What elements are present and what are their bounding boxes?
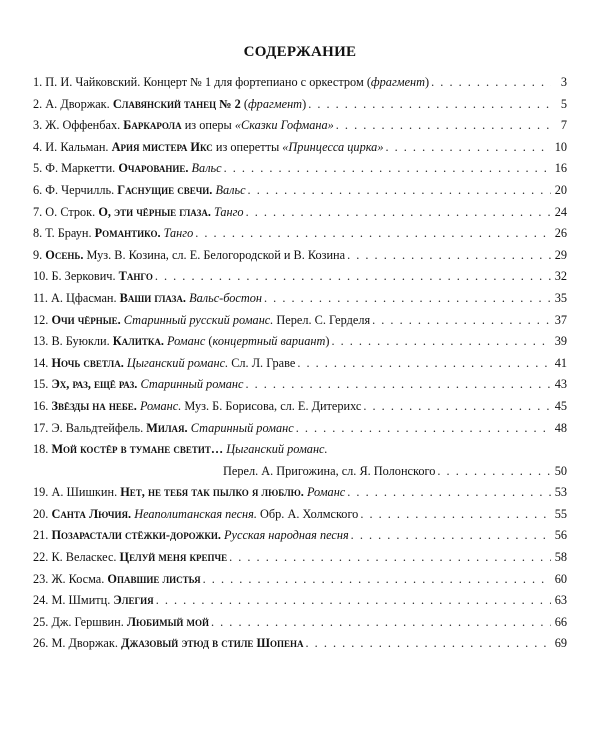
dot-leader (360, 507, 551, 522)
toc-entry (33, 205, 567, 227)
toc-entry-text: Романс (167, 334, 206, 349)
toc-entry (33, 485, 567, 507)
toc-entry-text: ) (325, 334, 330, 349)
toc-entry-text: Танго (118, 269, 153, 284)
toc-entry-text: 6. Ф. Черчилль. (33, 182, 118, 197)
toc-entry-title (33, 593, 154, 608)
toc-entry-text: Санта Лючия. (51, 506, 132, 521)
toc-entry-text: 17. Э. Вальдтейфель. (33, 420, 147, 435)
page-number: 69 (554, 636, 567, 651)
page-number: 55 (554, 506, 567, 521)
toc-entry-text: ) (302, 96, 307, 111)
toc-entry-text: 23. Ж. Косма. (33, 571, 108, 586)
toc-entry-text: Калитка. (112, 334, 164, 349)
table-of-contents (33, 75, 567, 658)
toc-entry-title (33, 615, 209, 630)
toc-entry-text: Обр. А. Холмского (256, 506, 359, 521)
toc-entry-title (33, 377, 243, 392)
toc-entry-text: 13. В. Буюкли. (33, 334, 113, 349)
toc-entry-text: Любимый мой (126, 614, 209, 629)
toc-entry-title (33, 269, 153, 284)
dot-leader (155, 269, 551, 284)
toc-entry-text: 5. Ф. Маркетти. (33, 161, 119, 176)
toc-entry-title (33, 528, 349, 543)
toc-entry-text: Элегия (113, 593, 154, 608)
toc-entry (33, 377, 567, 399)
page-number: 58 (554, 550, 567, 565)
toc-entry-text: Вальс-бостон (189, 290, 263, 305)
toc-entry-title (33, 636, 304, 651)
toc-entry-text: ( (205, 334, 213, 349)
toc-entry-text: 21. (33, 528, 52, 543)
toc-entry-text: Цыганский романс. (126, 355, 229, 370)
toc-entry-text: Старинный романс (140, 377, 244, 392)
dot-leader (203, 572, 551, 587)
toc-entry-text: 4. И. Кальман. (33, 139, 112, 154)
dot-leader (347, 485, 551, 500)
toc-entry-text: 9. (33, 247, 46, 262)
toc-entry-title (33, 550, 227, 565)
toc-entry-text: Славянский танец № 2 (112, 96, 241, 111)
toc-entry-title (33, 205, 244, 220)
page-number: 41 (554, 355, 567, 370)
toc-entry-text: Мой костёр в тумане светит… (51, 442, 224, 457)
toc-entry (33, 75, 567, 97)
toc-entry (33, 269, 567, 291)
page-number: 39 (554, 334, 567, 349)
toc-entry-text: «Сказки Гофмана» (234, 118, 334, 133)
toc-entry-text: Ночь светла. (51, 355, 124, 370)
toc-entry-title (33, 118, 334, 133)
toc-entry-text: Баркарола (123, 118, 182, 133)
toc-entry-text: Муз. В. Козина, сл. Е. Белогородской и В. Козина (83, 247, 346, 262)
toc-entry-title (33, 140, 383, 155)
dot-leader (372, 313, 551, 328)
page-number: 10 (554, 139, 567, 154)
toc-entry-text: О, эти чёрные глаза. (98, 204, 211, 219)
toc-entry-text: 16. (33, 398, 52, 413)
toc-entry-text: Танго (163, 226, 194, 241)
toc-entry-text: Нет, не тебя так пылко я люблю. (120, 485, 304, 500)
toc-entry-title (33, 75, 429, 90)
toc-entry-text: Цыганский романс. (226, 442, 328, 457)
toc-entry (33, 464, 567, 486)
toc-entry (33, 356, 567, 378)
toc-entry-title (33, 356, 295, 371)
toc-entry-text: из оперы (181, 118, 235, 133)
toc-entry-text: Эх, раз, ещё раз. (51, 377, 138, 392)
toc-entry-title (33, 291, 262, 306)
page-number: 7 (560, 118, 567, 133)
dot-leader (156, 593, 551, 608)
page-title: СОДЕРЖАНИЕ (243, 44, 357, 60)
dot-leader (351, 528, 551, 543)
page-number: 53 (554, 485, 567, 500)
toc-entry (33, 226, 567, 248)
dot-leader (211, 615, 551, 630)
dot-leader (437, 464, 551, 479)
toc-entry-title (33, 334, 329, 349)
toc-entry-text: Русская народная песня (224, 528, 349, 543)
dot-leader (195, 226, 551, 241)
toc-entry (33, 399, 567, 421)
page-number: 24 (554, 204, 567, 219)
toc-entry-title (33, 183, 246, 198)
page-number: 5 (560, 96, 567, 111)
toc-entry-text: Перел. С. Герделя (273, 312, 371, 327)
toc-entry-text: фрагмент (247, 96, 303, 111)
page-number: 16 (554, 161, 567, 176)
dot-leader (363, 399, 551, 414)
toc-entry-text: 25. Дж. Гершвин. (33, 614, 127, 629)
toc-entry-text: Романтико. (94, 226, 161, 241)
toc-entry-text: 26. М. Дворжак. (33, 636, 122, 651)
toc-entry-title (33, 97, 306, 112)
page-number: 32 (554, 269, 567, 284)
toc-entry (33, 593, 567, 615)
toc-entry-title (33, 399, 361, 414)
dot-leader (306, 636, 551, 651)
toc-entry-title (223, 464, 435, 479)
toc-entry-text: Гаснущие свечи. (117, 182, 213, 197)
toc-entry-text: Вальс (215, 182, 246, 197)
dot-leader (246, 205, 551, 220)
toc-entry-text: 8. Т. Браун. (33, 226, 95, 241)
toc-entry-text: Целуй меня крепче (119, 550, 228, 565)
toc-entry-text: фрагмент (370, 75, 426, 89)
toc-entry-text: Танго (213, 204, 244, 219)
toc-entry-text: ) (425, 75, 430, 89)
toc-entry-title (33, 313, 370, 328)
toc-entry-title (33, 507, 358, 522)
dot-leader (297, 356, 551, 371)
toc-entry-title (33, 421, 294, 436)
toc-entry-text: 18. (33, 442, 52, 457)
page-number: 50 (554, 463, 567, 478)
toc-entry (33, 636, 567, 658)
toc-entry-text: Сл. Л. Граве (228, 355, 296, 370)
page-number: 56 (554, 528, 567, 543)
toc-entry (33, 97, 567, 119)
dot-leader (264, 291, 551, 306)
toc-entry-text: Старинный романс (190, 420, 294, 435)
toc-entry-text: 22. К. Веласкес. (33, 550, 120, 565)
toc-entry-title (33, 226, 193, 241)
toc-entry (33, 291, 567, 313)
toc-entry-text: Звёзды на небе. (51, 398, 137, 413)
toc-entry-text: Старинный русский романс. (123, 312, 274, 327)
toc-entry-text: 12. (33, 312, 52, 327)
toc-entry-text: Осень. (45, 247, 84, 262)
toc-entry (33, 248, 567, 270)
toc-entry-text: Милая. (146, 420, 188, 435)
page-number: 26 (554, 226, 567, 241)
toc-entry (33, 550, 567, 572)
toc-entry-text: Очи чёрные. (51, 312, 121, 327)
toc-entry-text: Вальс (191, 161, 222, 176)
toc-entry-text: из оперетты (212, 139, 283, 154)
dot-leader (431, 75, 551, 90)
dot-leader (229, 550, 551, 565)
page-number: 3 (560, 75, 567, 89)
toc-entry-text: ( (240, 96, 248, 111)
toc-entry-text: 7. О. Строк. (33, 204, 99, 219)
dot-leader (245, 377, 551, 392)
toc-entry (33, 140, 567, 162)
toc-entry-title (33, 442, 553, 457)
dot-leader (336, 118, 551, 133)
page-number: 63 (554, 593, 567, 608)
toc-entry-text: 15. (33, 377, 52, 392)
toc-entry (33, 442, 567, 464)
toc-entry-text: концертный вариант (212, 334, 326, 349)
page-number: 43 (554, 377, 567, 392)
toc-entry-text: 24. М. Шмитц. (33, 593, 114, 608)
toc-entry (33, 507, 567, 529)
page-number: 20 (554, 182, 567, 197)
toc-entry-title (33, 161, 222, 176)
page-number: 45 (554, 398, 567, 413)
toc-entry-text: 14. (33, 355, 52, 370)
toc-entry-text: Перел. А. Пригожина, сл. Я. Полонского (223, 463, 436, 478)
toc-entry-text: Очарование. (118, 161, 189, 176)
toc-entry (33, 183, 567, 205)
dot-leader (224, 161, 551, 176)
toc-entry (33, 572, 567, 594)
page-number: 37 (554, 312, 567, 327)
toc-entry-text: 2. А. Дворжак. (33, 96, 113, 111)
toc-entry-text: Ваши глаза. (119, 290, 187, 305)
toc-entry-text: Муз. Б. Борисова, сл. Е. Дитерихс (181, 398, 362, 413)
toc-entry-text: Ария мистера Икс (111, 139, 213, 154)
dot-leader (347, 248, 551, 263)
dot-leader (248, 183, 551, 198)
page-number: 66 (554, 614, 567, 629)
toc-entry (33, 528, 567, 550)
toc-entry-text: Неаполитанская песня. (134, 506, 257, 521)
toc-entry-text: Романс. (139, 398, 182, 413)
toc-entry-text: Опавшие листья (107, 571, 201, 586)
dot-leader (331, 334, 551, 349)
toc-entry (33, 313, 567, 335)
toc-entry (33, 421, 567, 443)
page-number: 48 (554, 420, 567, 435)
toc-entry (33, 615, 567, 637)
toc-entry-title (33, 248, 345, 263)
dot-leader (296, 421, 551, 436)
page-number: 35 (554, 290, 567, 305)
toc-entry-text: «Принцесса цирка» (282, 139, 384, 154)
page-number: 60 (554, 571, 567, 586)
toc-entry-text: 11. А. Цфасман. (33, 290, 120, 305)
toc-entry-text: Джазовый этюд в стиле Шопена (121, 636, 304, 651)
toc-entry-text: Позарастали стёжки-дорожки. (51, 528, 221, 543)
toc-entry-text: 3. Ж. Оффенбах. (33, 118, 124, 133)
toc-entry-text: 1. П. И. Чайковский. Концерт № 1 для фортепиано с оркестром ( (33, 75, 371, 89)
toc-entry-text: 10. Б. Зеркович. (33, 269, 119, 284)
toc-entry (33, 118, 567, 140)
dot-leader (308, 97, 551, 112)
toc-entry (33, 161, 567, 183)
page-number: 29 (554, 247, 567, 262)
toc-entry-text: 20. (33, 506, 52, 521)
toc-entry-text: Романс (306, 485, 346, 500)
dot-leader (385, 140, 551, 155)
toc-entry-title (33, 572, 201, 587)
toc-entry (33, 334, 567, 356)
toc-entry-title (33, 485, 345, 500)
toc-entry-text: 19. А. Шишкин. (33, 485, 121, 500)
